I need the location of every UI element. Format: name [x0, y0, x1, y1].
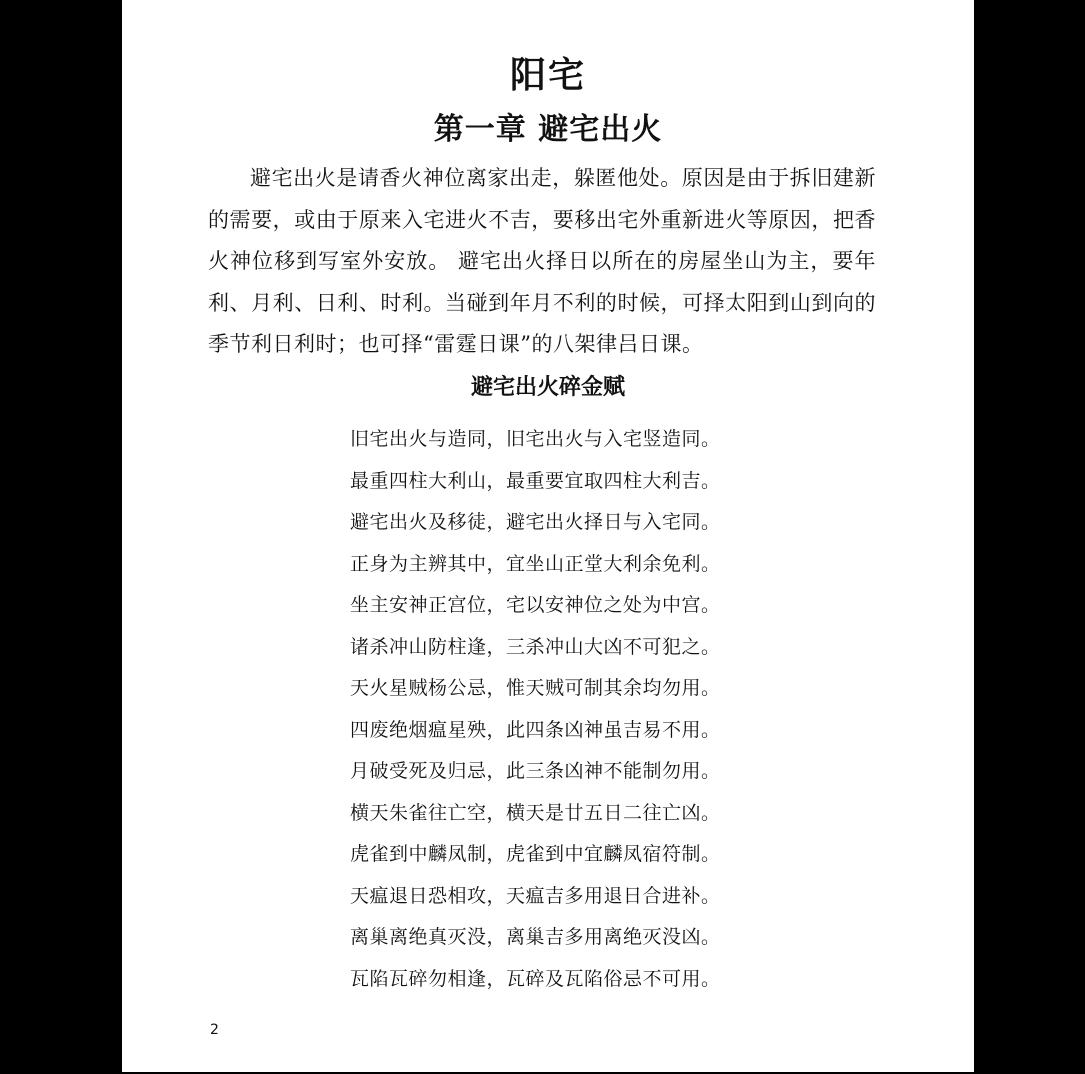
poem-line: 诸杀冲山防柱逢，三杀冲山大凶不可犯之。 — [350, 635, 721, 658]
poem-line: 避宅出火及移徒，避宅出火择日与入宅同。 — [350, 511, 721, 533]
poem-line: 坐主安神正宫位，宅以安神位之处为中宫。 — [350, 594, 721, 616]
poem-line: 最重四柱大利山，最重要宜取四柱大利吉。 — [350, 469, 721, 492]
page-number: 2 — [210, 1022, 219, 1038]
document-page[interactable] — [122, 0, 974, 1072]
poem-lines — [350, 419, 790, 1000]
poem-line: 天火星贼杨公忌，惟天贼可制其余均勿用。 — [350, 677, 721, 699]
poem-line: 旧宅出火与造同，旧宅出火与入宅竖造同。 — [350, 428, 721, 450]
chapter-title: 第一章 避宅出火 — [433, 112, 663, 147]
poem-line: 瓦陷瓦碎勿相逢，瓦碎及瓦陷俗忌不可用。 — [350, 967, 721, 990]
poem-line: 正身为主辨其中，宜坐山正堂大利余免利。 — [350, 552, 721, 575]
page-title: 阳宅 — [509, 55, 586, 96]
poem-line: 天瘟退日恐相攻，天瘟吉多用退日合进补。 — [350, 884, 721, 907]
intro-paragraph: 避宅出火是请香火神位离家出走，躲匿他处。原因是由于拆旧建新的需要，或由于原来入宅进火不吉，要移出宅外重新进火等原因，把香火神位移到写室外安放。 避宅出火择日以所在的房屋坐山为主，要年利、月利、日利、时利。当碰到年月不利的时候，可择太阳到山到向的季节利日利时；也可择“雷霆日课”的八架律吕日课。 — [208, 166, 876, 356]
intro-section — [208, 158, 876, 366]
poem-line: 离巢离绝真灭没，离巢吉多用离绝灭没凶。 — [350, 926, 721, 948]
poem-line: 横天朱雀往亡空，横天是廿五日二往亡凶。 — [350, 801, 721, 824]
poem-line: 月破受死及归忌，此三条凶神不能制勿用。 — [350, 760, 721, 782]
poem-line: 四废绝烟瘟星殃，此四条凶神虽吉易不用。 — [350, 718, 721, 741]
poem-line: 虎雀到中麟凤制，虎雀到中宜麟凤宿符制。 — [350, 843, 721, 865]
poem-title: 避宅出火碎金赋 — [470, 375, 625, 400]
